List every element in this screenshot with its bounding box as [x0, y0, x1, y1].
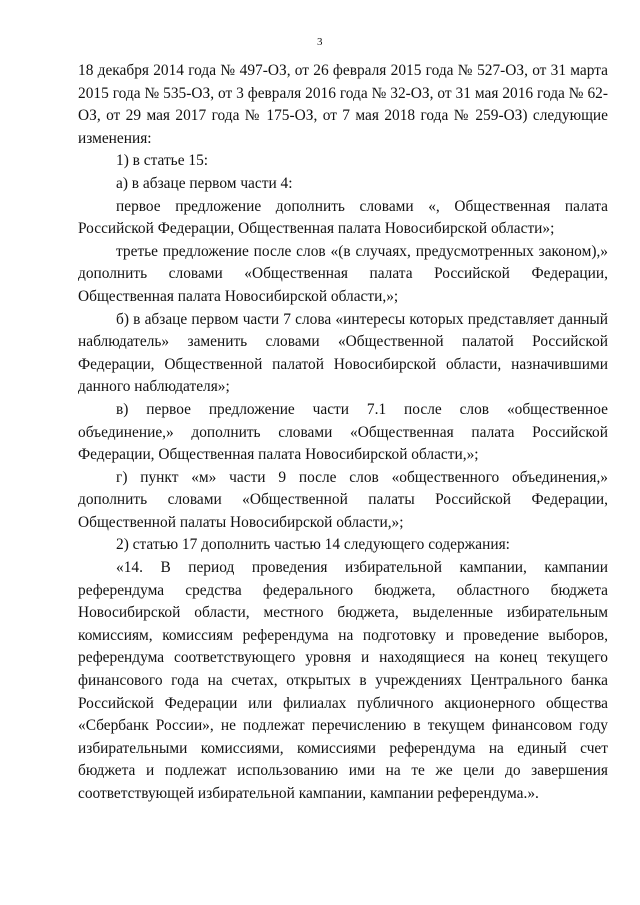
- paragraph-subitem-v: в) первое предложение части 7.1 после слов «общественное объединение,» дополнить словами «Общественная палата Российской Федерации, Общественная палата Новосибирской области,»;: [78, 400, 608, 464]
- page-number: 3: [317, 36, 323, 48]
- paragraph-subitem-b: б) в абзаце первом части 7 слова «интересы которых представляет данный наблюдатель» заменить словами «Общественной палатой Российской Федерации, Общественной палатой Новосибирской области, назначившими данного наблюдателя»;: [78, 310, 608, 396]
- paragraph-subitem-a: а) в абзаце первом части 4:: [116, 174, 293, 192]
- paragraph-third-sentence: третье предложение после слов «(в случаях, предусмотренных законом),» дополнить словами «Общественная палата Российской Федерации, Общественная палата Новосибирской области,»;: [78, 242, 608, 305]
- paragraph-item-1: 1) в статье 15:: [116, 152, 209, 170]
- paragraph-subitem-g: г) пункт «м» части 9 после слов «общественного объединения,» дополнить словами «Общественной палаты Российской Федерации, Общественной палаты Новосибирской области,»;: [78, 468, 608, 531]
- paragraph-first-sentence: первое предложение дополнить словами «, Общественная палата Российской Федерации, Общественная палата Новосибирской области»;: [78, 197, 608, 238]
- paragraph-part-14: «14. В период проведения избирательной кампании, кампании референдума средства федерального бюджета, областного бюджета Новосибирской области, местного бюджета, выделенные избирательным комиссиям, комиссиям референдума на подготовку и проведение выборов, референдума соответствующего уровня и находящиеся на конец текущего финансового года на счетах, открытых в учреждениях Центрального банка Российской Федерации или филиалах публичного акционерного общества «Сбербанк России», не подлежат перечислению в текущем финансовом году избирательными комиссиями, комиссиями референдума на единый счет бюджета и подлежат использованию ими на те же цели до завершения соответствующей избирательной кампании, кампании референдума.».: [78, 559, 608, 802]
- paragraph-continuation: 18 декабря 2014 года № 497-ОЗ, от 26 февраля 2015 года № 527-ОЗ, от 31 марта 2015 года № 535-ОЗ, от 3 февраля 2016 года № 32-ОЗ, от 31 мая 2016 года № 62-ОЗ, от 29 мая 2017 года № 175-ОЗ, от 7 мая 2018 года № 259-ОЗ) следующие изменения:: [78, 62, 608, 147]
- paragraph-item-2: 2) статью 17 дополнить частью 14 следующего содержания:: [116, 536, 510, 554]
- document-body: [78, 60, 608, 806]
